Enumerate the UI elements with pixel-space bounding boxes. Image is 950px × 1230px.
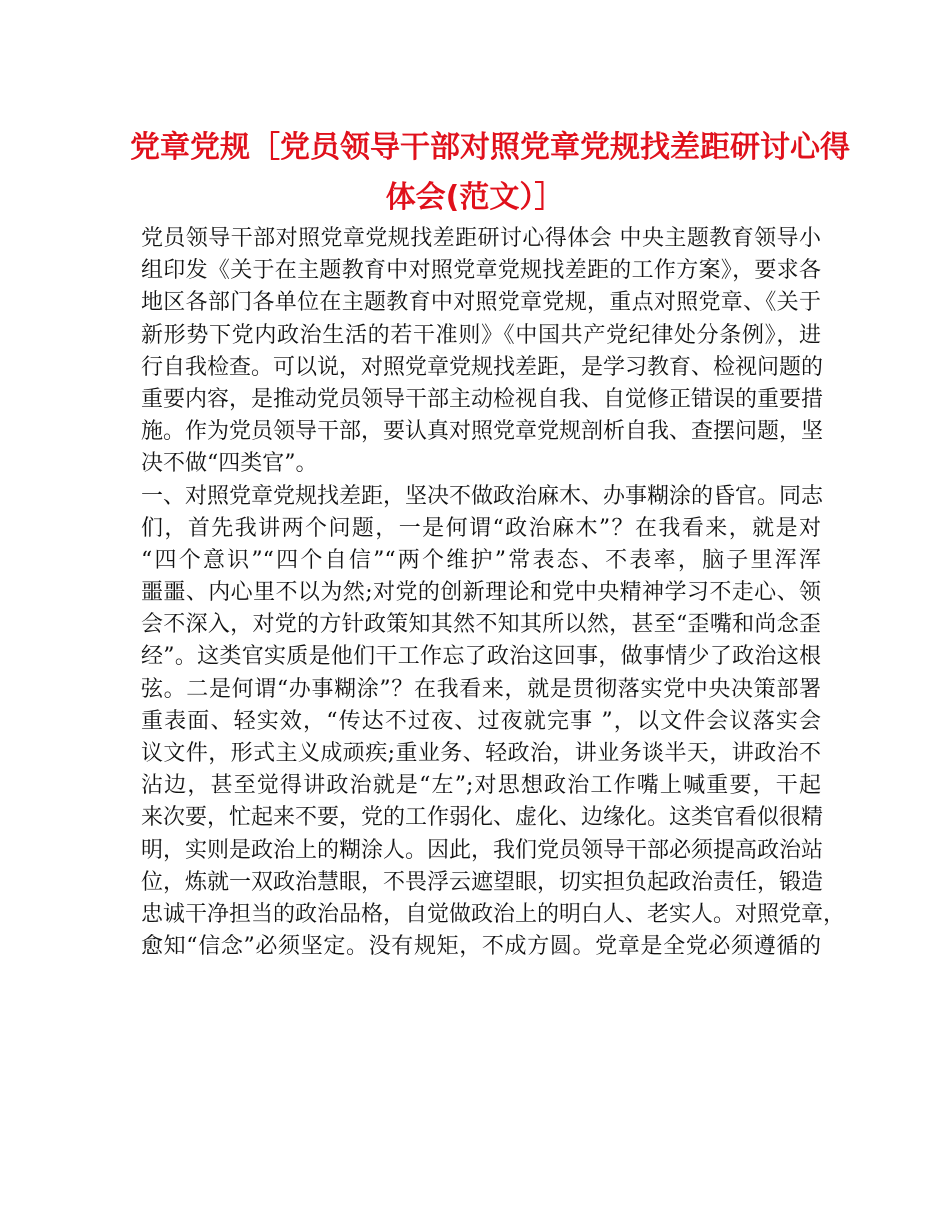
text-line: 弦。二是何谓“办事糊涂”？在我看来，就是贯彻落实党中央决策部署 — [141, 676, 821, 702]
text-line: 们，首先我讲两个问题，一是何谓“政治麻木”？在我看来，就是对 — [141, 515, 821, 541]
text-line: 重要内容，是推动党员领导干部主动检视自我、自觉修正错误的重要措 — [141, 386, 824, 412]
text-line: 重表面、轻实效，“传达不过夜、过夜就完事 ”，以文件会议落实会 — [141, 708, 821, 734]
document-body — [141, 223, 846, 963]
text-line: 党员领导干部对照党章党规找差距研讨心得体会 中央主题教育领导小 — [141, 226, 821, 251]
text-line: 噩噩、内心里不以为然;对党的创新理论和党中央精神学习不走心、领 — [141, 580, 821, 606]
text-line: 决不做“四类官”。 — [141, 451, 318, 477]
text-line: 忠诚干净担当的政治品格，自觉做政治上的明白人、老实人。对照党章， — [141, 901, 846, 927]
text-line: 施。作为党员领导干部，要认真对照党章党规剖析自我、查摆问题，坚 — [141, 419, 824, 445]
text-line: 议文件，形式主义成顽疾;重业务、轻政治，讲业务谈半天，讲政治不 — [141, 741, 821, 766]
text-line: 地区各部门各单位在主题教育中对照党章党规，重点对照党章、《关于 — [141, 290, 821, 316]
text-line: 明，实则是政治上的糊涂人。因此，我们党员领导干部必须提高政治站 — [141, 837, 824, 863]
text-line: “四个意识”“四个自信”“两个维护”常表态、不表率，脑子里浑浑 — [141, 547, 821, 573]
text-line: 愈知“信念”必须坚定。没有规矩，不成方圆。党章是全党必须遵循的 — [141, 934, 821, 960]
document-title — [130, 123, 850, 223]
text-line: 经”。这类官实质是他们干工作忘了政治这回事，做事情少了政治这根 — [141, 644, 821, 670]
title-line: 党章党规［党员领导干部对照党章党规找差距研讨心得 — [130, 130, 850, 165]
text-line: 会不深入，对党的方针政策知其然不知其所以然，甚至“歪嘴和尚念歪 — [141, 612, 821, 638]
text-line: 组印发《关于在主题教育中对照党章党规找差距的工作方案》，要求各 — [141, 258, 821, 284]
text-line: 新形势下党内政治生活的若干准则》《中国共产党纪律处分条例》，进 — [141, 322, 821, 348]
paragraph-intro — [141, 223, 824, 481]
paragraph-section-one — [141, 481, 846, 964]
text-line: 沾边，甚至觉得讲政治就是“左”;对思想政治工作嘴上喊重要，干起 — [141, 773, 821, 799]
text-line: 来次要，忙起来不要，党的工作弱化、虚化、边缘化。这类官看似很精 — [141, 805, 824, 831]
text-line: 一、对照党章党规找差距，坚决不做政治麻木、办事糊涂的昏官。同志 — [141, 483, 824, 509]
title-line: 体会(范文）］ — [385, 180, 565, 215]
text-line: 行自我检查。可以说，对照党章党规找差距，是学习教育、检视问题的 — [141, 354, 824, 380]
text-line: 位，炼就一双政治慧眼，不畏浮云遮望眼，切实担负起政治责任，锻造 — [141, 869, 824, 895]
